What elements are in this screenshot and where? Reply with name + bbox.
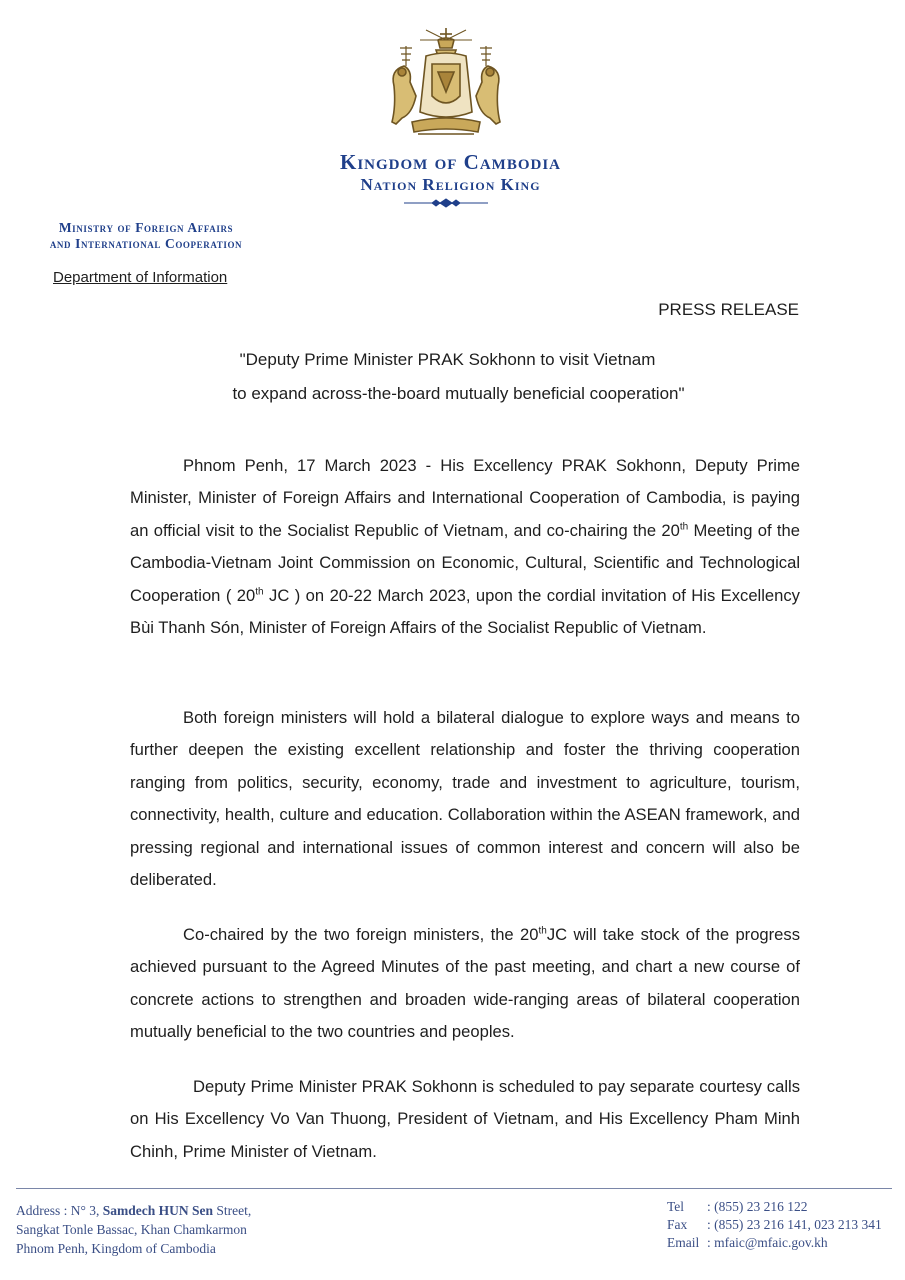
email-value[interactable]: : mfaic@mfaic.gov.kh: [707, 1235, 828, 1250]
paragraph-1-text-c: JC ) on 20-22 March 2023, upon the cordial invitation of His Excellency Bùi Thanh Són, Minister of Foreign Affairs of the Socialist Republic of Vietnam.: [130, 585, 800, 638]
ministry-name-line1: Ministry of Foreign Affairs: [58, 220, 234, 235]
headline-line2: to expand across-the-board mutually beneficial cooperation": [232, 384, 685, 403]
paragraph-1-text-b: Meeting of the Cambodia-Vietnam Joint Commission on Economic, Cultural, Scientific and Technological Cooperation ( 20: [130, 520, 800, 605]
kingdom-title: Kingdom of Cambodia: [340, 150, 561, 174]
ordinal-suffix: th: [255, 586, 264, 598]
street-name: Samdech HUN Sen: [102, 1203, 214, 1218]
body-paragraph-4: [130, 1071, 800, 1168]
address-line2: Sangkat Tonle Bassac, Khan Chamkarmon: [16, 1222, 247, 1237]
paragraph-3-text-a: Co-chaired by the two foreign ministers, the 20: [183, 925, 539, 944]
address-prefix: Address : N° 3,: [16, 1203, 103, 1218]
footer-contact: [667, 1198, 882, 1252]
address-suffix: Street,: [213, 1203, 252, 1218]
body-paragraph-2: [130, 702, 800, 896]
footer-address: [16, 1201, 251, 1258]
tel-row: [667, 1198, 882, 1216]
document-type: PRESS RELEASE: [658, 300, 799, 319]
email-row: [667, 1234, 882, 1252]
ministry-name-line2: and International Cooperation: [49, 236, 243, 251]
footer-divider: [16, 1188, 892, 1189]
address-line1: [16, 1201, 251, 1220]
body-paragraph-3: [130, 919, 800, 1049]
email-label: Email: [667, 1235, 700, 1250]
fax-row: [667, 1216, 882, 1234]
national-motto: Nation Religion King: [360, 175, 541, 194]
address-line3: Phnom Penh, Kingdom of Cambodia: [16, 1241, 216, 1256]
paragraph-4-text: Deputy Prime Minister PRAK Sokhonn is scheduled to pay separate courtesy calls on His Excellency Vo Van Thuong, President of Vietnam, and His Excellency Pham Minh Chinh, Prime Minister of Vietnam.: [130, 1077, 800, 1161]
ornament-divider-icon: [402, 197, 490, 209]
body-paragraph-1: [130, 450, 800, 644]
tel-label: Tel: [667, 1199, 685, 1214]
ordinal-suffix: th: [679, 521, 689, 533]
headline-line1: "Deputy Prime Minister PRAK Sokhonn to visit Vietnam: [239, 350, 656, 369]
royal-coat-of-arms-icon: [382, 26, 510, 138]
paragraph-3-text-b: JC will take stock of the progress achieved pursuant to the Agreed Minutes of the past meeting, and chart a new course of concrete actions to strengthen and broaden wide-ranging areas of bilateral cooperation mutually beneficial to the two countries and peoples.: [130, 925, 801, 1042]
paragraph-2-text: Both foreign ministers will hold a bilateral dialogue to explore ways and means to further deepen the existing excellent relationship and foster the thriving cooperation ranging from politics, security, economy, trade and investment to agriculture, tourism, connectivity, health, culture and education. Collaboration within the ASEAN framework, and pressing regional and international issues of common interest and concern will also be deliberated.: [130, 708, 800, 890]
department-name: Department of Information: [53, 269, 228, 286]
ordinal-suffix: th: [538, 925, 547, 937]
fax-label: Fax: [667, 1217, 688, 1232]
fax-value: : (855) 23 216 141, 023 213 341: [707, 1217, 882, 1232]
paragraph-1-text-a: Phnom Penh, 17 March 2023 - His Excellency PRAK Sokhonn, Deputy Prime Minister, Minister of Foreign Affairs and International Cooperation of Cambodia, is paying an official visit to the Socialist Republic of Vietnam, and co-chairing the 20: [130, 456, 800, 540]
tel-value: : (855) 23 216 122: [707, 1199, 808, 1214]
